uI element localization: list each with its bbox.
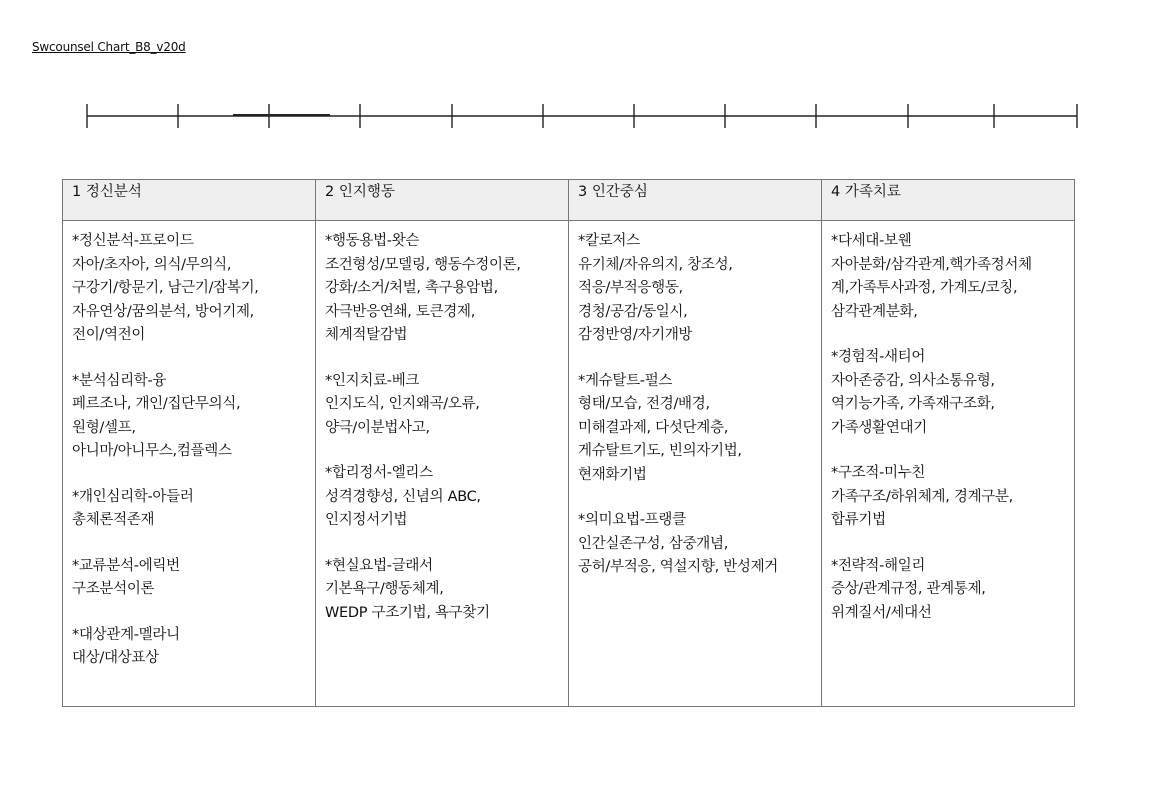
theory-section <box>325 230 561 348</box>
section-heading: *게슈탈트-펄스 <box>578 372 673 389</box>
section-line: 삼각관계분화, <box>831 303 918 320</box>
theory-section <box>831 462 1067 533</box>
section-line: 전이/역전이 <box>72 327 146 343</box>
section-line: 인간실존구성, 삼중개념, <box>578 535 728 552</box>
section-line: 가족생활연대기 <box>831 419 927 436</box>
section-heading: *개인심리학-아들러 <box>72 488 194 505</box>
section-line: 조건형성/모델링, 행동수정이론, <box>325 256 521 273</box>
table-body-row <box>63 221 1075 707</box>
section-line: 계,가족투사과정, 가계도/코칭, <box>831 280 1018 296</box>
section-line: 구강기/항문기, 남근기/잠복기, <box>72 280 259 296</box>
section-heading: *의미요법-프랭클 <box>578 512 686 528</box>
section-heading: *인지치료-베크 <box>325 372 420 389</box>
section-line: 가족구조/하위체계, 경계구분, <box>831 488 1013 505</box>
section-line: 구조분석이론 <box>72 581 155 597</box>
column-cell-psychoanalysis <box>63 221 316 707</box>
section-heading: *행동용법-왓슨 <box>325 233 420 249</box>
theory-section <box>325 555 561 626</box>
section-line: 체계적탈감법 <box>325 327 408 343</box>
theory-section <box>72 624 308 671</box>
section-heading: *다세대-보웬 <box>831 233 912 249</box>
theory-section <box>325 370 561 441</box>
theory-section <box>72 555 308 602</box>
theory-section <box>831 230 1067 324</box>
section-line: 인지정서기법 <box>325 512 408 528</box>
theory-section <box>578 509 814 580</box>
section-line: 미해결과제, 다섯단계층, <box>578 419 728 436</box>
timeline-ruler <box>0 0 1152 160</box>
section-line: 경청/공감/동일시, <box>578 303 688 320</box>
section-heading: *대상관계-멜라니 <box>72 626 180 643</box>
section-line: 양극/이분법사고, <box>325 419 430 436</box>
section-line: 유기체/자유의지, 창조성, <box>578 256 733 273</box>
theory-section <box>831 555 1067 626</box>
column-cell-family-therapy <box>822 221 1075 707</box>
section-line: 게슈탈트기도, 빈의자기법, <box>578 443 742 459</box>
section-heading: *분석심리학-융 <box>72 372 167 389</box>
section-heading: *칼로저스 <box>578 233 640 249</box>
section-heading: *현실요법-글래서 <box>325 557 433 574</box>
section-line: 형태/모습, 전경/배경, <box>578 396 710 412</box>
section-line: 강화/소거/처벌, 촉구용암법, <box>325 280 498 296</box>
theory-section <box>72 370 308 464</box>
column-cell-cognitive-behavioral <box>316 221 569 707</box>
section-heading: *합리정서-엘리스 <box>325 465 433 481</box>
section-line: 자아존중감, 의사소통유형, <box>831 372 995 389</box>
section-line: 원형/셀프, <box>72 419 136 436</box>
section-line: 위계질서/세대선 <box>831 604 932 621</box>
section-line: 아니마/아니무스,컴플렉스 <box>72 443 232 459</box>
section-heading: *전략적-해일리 <box>831 557 926 574</box>
column-header: 4 가족치료 <box>822 180 1075 221</box>
section-line: 자아/초자아, 의식/무의식, <box>72 256 232 273</box>
section-line: 인지도식, 인지왜곡/오류, <box>325 396 480 412</box>
section-line: 역기능가족, 가족재구조화, <box>831 396 995 412</box>
column-header: 2 인지행동 <box>316 180 569 221</box>
section-heading: *정신분석-프로이드 <box>72 233 194 249</box>
section-line: 현재화기법 <box>578 466 647 483</box>
section-line: 자유연상/꿈의분석, 방어기제, <box>72 303 254 320</box>
section-line: 자아분화/삼각관계,핵가족정서체 <box>831 256 1032 273</box>
theory-table <box>62 179 1075 707</box>
section-line: 합류기법 <box>831 512 886 528</box>
section-heading: *구조적-미누친 <box>831 465 926 481</box>
section-line: 대상/대상표상 <box>72 650 159 666</box>
column-header: 1 정신분석 <box>63 180 316 221</box>
section-line: 공허/부적응, 역설지향, 반성제거 <box>578 559 779 575</box>
theory-section <box>578 230 814 348</box>
theory-section <box>325 462 561 533</box>
section-line: 감정반영/자기개방 <box>578 327 693 343</box>
section-line: 적응/부적응행동, <box>578 280 683 296</box>
theory-section <box>578 370 814 488</box>
theory-section <box>831 346 1067 440</box>
column-header: 3 인간중심 <box>569 180 822 221</box>
section-line: 성격경향성, 신념의 ABC, <box>325 488 481 505</box>
theory-section <box>72 486 308 533</box>
section-heading: *교류분석-에릭번 <box>72 557 180 574</box>
section-line: 자극반응연쇄, 토큰경제, <box>325 303 475 320</box>
section-line: WEDP 구조기법, 욕구찾기 <box>325 604 490 621</box>
section-line: 페르조나, 개인/집단무의식, <box>72 396 241 412</box>
column-cell-person-centered <box>569 221 822 707</box>
section-line: 총체론적존재 <box>72 512 155 528</box>
section-line: 증상/관계규정, 관계통제, <box>831 581 986 597</box>
section-heading: *경험적-새티어 <box>831 349 926 365</box>
theory-section <box>72 230 308 348</box>
section-line: 기본욕구/행동체계, <box>325 581 444 597</box>
document-title: Swcounsel Chart_B8_v20d <box>32 40 186 54</box>
table-header-row <box>63 180 1075 221</box>
